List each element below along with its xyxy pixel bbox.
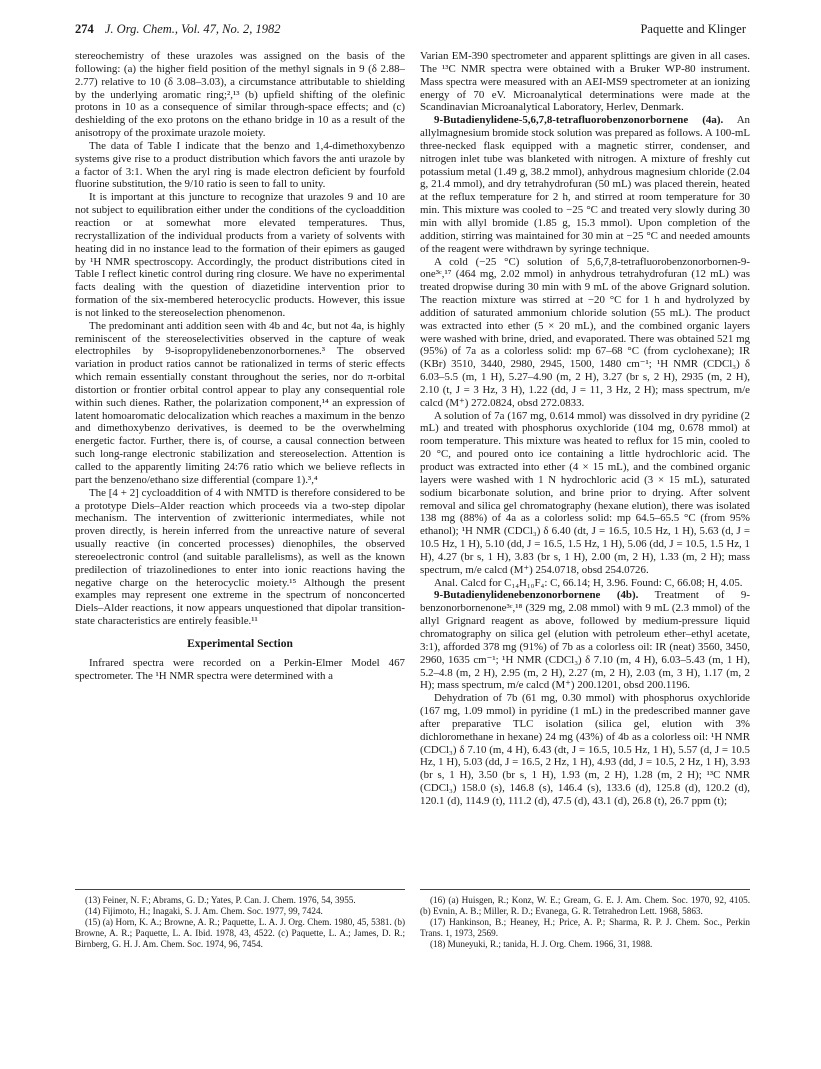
footnote-16: (16) (a) Huisgen, R.; Konz, W. E.; Gream, G. E. J. Am. Chem. Soc. 1970, 92, 4105. (b) Evnin, A. B.; Miller, R. D.; Evanega, G. R. Tetrahedron Lett. 1968, 5863. <box>420 895 750 916</box>
running-header <box>75 22 746 37</box>
left-paragraph-6: Infrared spectra were recorded on a Perkin-Elmer Model 467 spectrometer. The ¹H NMR spectra were determined with a <box>75 656 405 682</box>
experimental-section-title: Experimental Section <box>187 637 293 650</box>
footnote-divider-left <box>75 889 405 890</box>
right-column <box>420 50 750 808</box>
footnote-15: (15) (a) Horn, K. A.; Browne, A. R.; Paquette, L. A. J. Org. Chem. 1980, 45, 5381. (b) Browne, A. R.; Paquette, L. A. Ibid. 1978, 43, 4522. (c) Paquette, L. A.; James, D. R.; Birnberg, G. H. J. Am. Chem. Soc. 1974, 96, 7454. <box>75 917 405 949</box>
compound-4a-text: An allylmagnesium bromide stock solution was prepared as follows. A 100-mL three-necked flask equipped with a magnetic stirrer, condenser, and nitrogen inlet tube was blanketed with nitrogen. A mixture of freshly cut potassium metal (1.49 g, 38.2 mmol), anhydrous magnesium chloride (2.04 g, 21.4 mmol), and dry tetrahydrofuran (50 mL) was placed therein, heated at the reflux temperature for 2 h, and stirred at room temperature for 30 min. This mixture was cooled to −25 °C and treated very slowly during 30 min with allyl bromide (1.85 g, 15.3 mmol). Upon completion of the addition, stirring was maintained for 30 min at −25 °C and needed amounts of the reagent were withdrawn by syringe technique. <box>420 114 751 255</box>
left-paragraph-5: The [4 + 2] cycloaddition of 4 with NMTD is therefore considered to be a prototype Diels–Alder reaction which proceeds via a two-step dipolar mechanism. The intervention of zwitterionic intermediates, while not proven directly, is herein inferred from the unreactive nature of several usually reactive (in concerted processes) dienophiles, the observed stereoelectronic control (and suitable parallelisms), as well as the known predilection of triazolinediones to enter into ionic reactions having the negative charge on the heterocyclic moiety.¹⁵ Although the present examples may represent one extreme in the spectrum of nonconcerted Diels–Alder reactions, it now appears unquestioned that dipolar transition-state characteristics are entirely feasible.¹¹ <box>75 486 405 628</box>
compound-4b-heading: 9-Butadienylidenebenzonorbornene (4b). <box>434 589 639 602</box>
left-column <box>75 50 405 683</box>
footnote-17: (17) Hankinson, B.; Heaney, H.; Price, A. P.; Sharma, R. P. J. Chem. Soc., Perkin Trans. 1, 1973, 2569. <box>420 917 750 938</box>
footnotes-left <box>75 895 405 950</box>
header-left <box>75 22 280 37</box>
right-paragraph-1: Varian EM-390 spectrometer and apparent splittings are given in all cases. The ¹³C NMR spectra were obtained with a Bruker WP-80 instrument. Mass spectra were measured with an AEI-MS9 spectrometer at an ionizing energy of 70 eV. Microanalytical determinations were made at the Scandinavian Microanalytical Laboratory, Herlev, Denmark. <box>420 50 750 114</box>
compound-4a-heading: 9-Butadienylidene-5,6,7,8-tetrafluorobenzonorbornene (4a). <box>434 114 724 127</box>
right-paragraph-6 <box>420 589 750 692</box>
right-paragraph-3: A cold (−25 °C) solution of 5,6,7,8-tetrafluorobenzonorbornen-9-one³ᶜ,¹⁷ (464 mg, 2.02 mmol) in anhydrous tetrahydrofuran (12 mL) was treated dropwise during 30 min with 9 mL of the above Grignard solution. The reaction mixture was stirred at −20 °C for 1 h and hydrolyzed by addition of saturated ammonium chloride solution (55 mL). The product was extracted into ether (5 × 20 mL), and the combined organic layers were washed with brine, dried, and evaporated. There was obtained 521 mg (95%) of 7a as a colorless solid: mp 67–68 °C (from cyclohexane); IR (KBr) 3510, 3440, 2980, 2945, 1500, 1480 cm⁻¹; ¹H NMR (CDCl₃) δ 6.03–5.5 (m, 1 H), 5.27–4.90 (m, 2 H), 3.27 (br s, 2 H), 2935 (m, 2 H), 2.10 (t, J = 3 Hz, 3 H), 1.22 (dd, J = 11, 3 Hz, 2 H); mass spectrum, m/e calcd (M⁺) 272.0824, obsd 272.0833. <box>420 255 750 409</box>
journal-citation: J. Org. Chem., Vol. 47, No. 2, 1982 <box>104 22 281 36</box>
header-authors: Paquette and Klinger <box>640 22 746 36</box>
footnote-divider-right <box>420 889 750 890</box>
footnote-14: (14) Fijimoto, H.; Inagaki, S. J. Am. Chem. Soc. 1977, 99, 7424. <box>85 906 323 916</box>
right-paragraph-7: Dehydration of 7b (61 mg, 0.30 mmol) with phosphorus oxychloride (167 mg, 1.09 mmol) in pyridine (1 mL) in the predescribed manner gave after preparative TLC isolation (silica gel, elution with 3% dichloromethane in hexane) 24 mg (43%) of 4b as a colorless oil: ¹H NMR (CDCl₃) δ 7.10 (m, 4 H), 6.43 (dt, J = 16.5, 10.5 Hz, 1 H), 5.57 (d, J = 10.5 Hz, 1 H), 5.03 (dd, J = 16.5, 2 Hz, 1 H), 4.93 (dd, J = 10.5, 2 Hz, 1 H), 3.93 (br s, 1 H), 3.50 (br s, 1 H), 1.93 (m, 2 H), 1.28 (m, 2 H); ¹³C NMR (CDCl₃) 158.0 (s), 146.8 (s), 146.4 (s), 133.6 (d), 125.8 (d), 120.2 (d), 120.1 (d), 114.9 (t), 111.2 (d), 47.5 (d), 43.1 (d), 26.8 (t), 26.7 ppm (t); <box>420 692 750 807</box>
footnote-13: (13) Feiner, N. F.; Abrams, G. D.; Yates, P. Can. J. Chem. 1976, 54, 3955. <box>85 895 356 905</box>
right-paragraph-2 <box>420 114 750 255</box>
left-paragraph-3: It is important at this juncture to recognize that urazoles 9 and 10 are not subject to equilibration either under the conditions of the cycloaddition reaction or at somewhat more elevated temperatures. Thus, recrystallization of the individual products from a variety of solvents with heating did in no instance lead to the formation of their epimers as gauged by ¹H NMR spectroscopy. Accordingly, the product distributions cited in Table I reflect kinetic control during ring closure. We have no experimental facts dealing with the question of diazetidine intervention prior to formation of the six-membered heterocyclic products. However, this issue is not linked to the stereoselection phenomenon. <box>75 191 405 319</box>
footnotes-right <box>420 895 750 950</box>
footnote-18: (18) Muneyuki, R.; tanida, H. J. Org. Chem. 1966, 31, 1988. <box>430 939 653 949</box>
right-paragraph-5: Anal. Calcd for C₁₄H₁₀F₄: C, 66.14; H, 3.96. Found: C, 66.08; H, 4.05. <box>434 576 743 589</box>
left-paragraph-2: The data of Table I indicate that the benzo and 1,4-dimethoxybenzo systems give rise to a product distribution which favors the anti urazole by a factor of 3:1. When the aryl ring is made electron deficient by fourfold fluorine substitution, the 9/10 ratio is seen to fall to unity. <box>75 139 405 191</box>
left-paragraph-4: The predominant anti addition seen with 4b and 4c, but not 4a, is highly reminiscent of the stereoselectivities observed in the capture of weak electrophiles by 9-isopropylidenebenzonorbornenes.³ The observed variation in product ratios cannot be rationalized in terms of steric effects which remain essentially constant throughout the series, nor do π-orbital distortion or frontier orbital control appear to play any consequential role within such dienes. Rather, the polarization component,¹⁴ an expression of latent homoaromatic delocalization which reaches a maximum in the benzo and dimethoxybenzo derivatives, is deemed to be the overwhelming energetic factor. Further, there is, of course, a causal connection between such long-range electronic stabilization and stereoselection. Attention is called to the apparently limiting 24:76 ratio which we believe reflects in part the benzeno/ethano size differential (compare 1).³,⁴ <box>75 319 405 486</box>
page-number: 274 <box>75 22 94 36</box>
compound-4b-text: Treatment of 9-benzonorbornenone³ᶜ,¹⁸ (329 mg, 2.08 mmol) with 9 mL (2.3 mmol) of the allyl Grignard reagent as above, followed by medium-pressure liquid chromatography on silica gel (elution with petroleum ether–ethyl acetate, 3:1), afforded 378 mg (91%) of 7b as a colorless oil: IR (neat) 3560, 3450, 2960, 1635 cm⁻¹; ¹H NMR (CDCl₃) δ 7.10 (m, 4 H), 6.03–5.43 (m, 1 H), 5.2–4.8 (m, 2 H), 2.95 (m, 2 H), 2.27 (m, 2 H), 2.03 (m, 3 H), 1.17 (m, 2 H); mass spectrum, m/e calcd (M⁺) 200.1201, obsd 200.1196. <box>420 589 750 692</box>
left-paragraph-1: stereochemistry of these urazoles was assigned on the basis of the following: (a) the higher field position of the methyl signals in 9 (δ 2.88–2.77) relative to 10 (δ 3.08–3.03), a circumstance attributable to shielding by the underlying aromatic ring;²,¹³ (b) upfield shifting of the olefinic protons in 10 as a consequence of similar through-space effects; and (c) deshielding of the exo protons on the ethano bridge in 10 as a result of the anisotropy of the proximate urazole moiety. <box>75 50 405 140</box>
right-paragraph-4: A solution of 7a (167 mg, 0.614 mmol) was dissolved in dry pyridine (2 mL) and treated with phosphorus oxychloride (104 mg, 0.678 mmol) at room temperature. This mixture was heated to reflux for 15 min, cooled to 20 °C, and poured onto ice containing a little hydrochloric acid. The product was extracted into ether (4 × 15 mL), and the combined organic layers were washed with 1 N hydrochloric acid (3 × 15 mL), saturated sodium bicarbonate solution, and brine prior to drying. After solvent removal and silica gel chromatography (hexane elution), there was isolated 138 mg (88%) of 4a as a colorless solid: mp 64.5–65.5 °C (from 95% ethanol); ¹H NMR (CDCl₃) δ 6.40 (dt, J = 16.5, 10.5 Hz, 1 H), 5.63 (d, J = 10.5 Hz, 1 H), 5.10 (dd, J = 16.5, 1.5 Hz, 1 H), 5.06 (dd, J = 10.5, 1.5 Hz, 1 H), 4.27 (br s, 1 H), 3.83 (br s, 1 H), 2.00 (m, 2 H), 1.33 (m, 2 H); mass spectrum, m/e calcd (M⁺) 254.0718, obsd 254.0726. <box>420 409 750 576</box>
